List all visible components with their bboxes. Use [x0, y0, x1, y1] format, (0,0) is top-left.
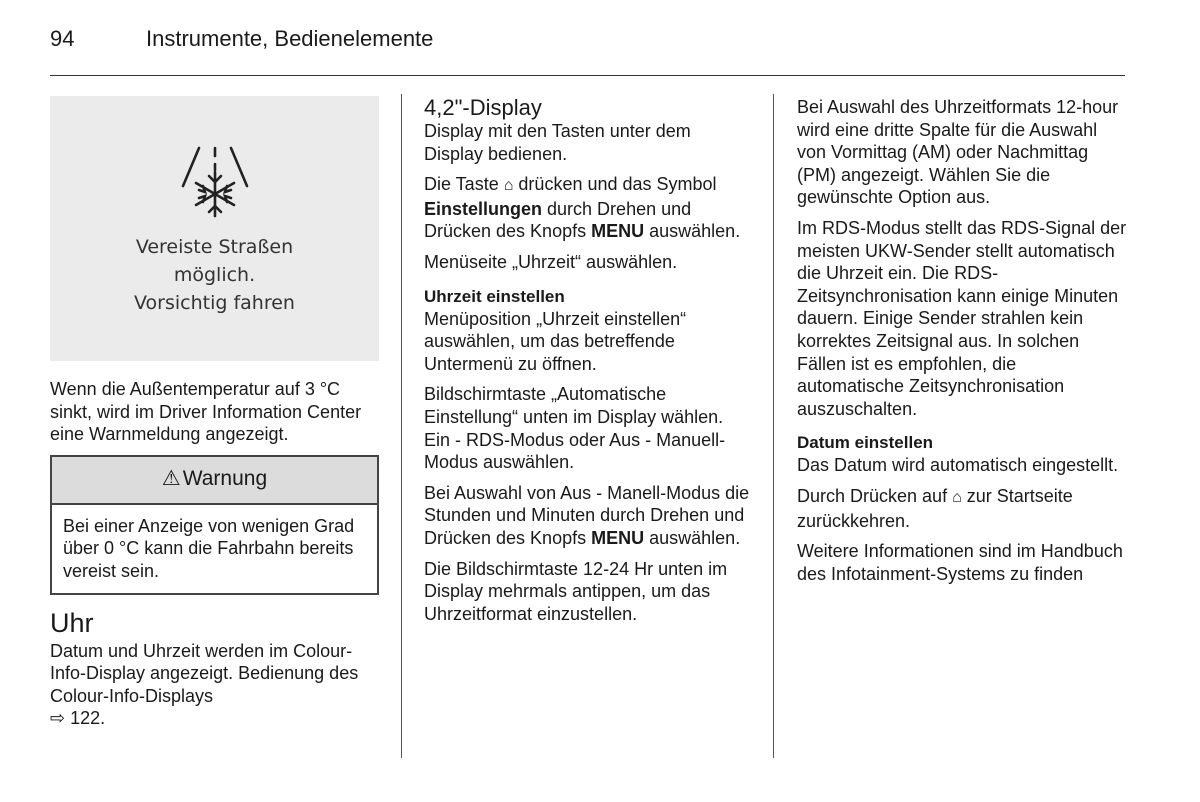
- warning-header: [52, 457, 377, 505]
- intro-paragraph: Wenn die Außentemperatur auf 3 °C sinkt, wird im Driver Information Center eine Warnmeldung angezeigt.: [50, 379, 362, 445]
- image-text-line: möglich.: [173, 264, 256, 286]
- column-middle: [424, 96, 754, 633]
- uhr-text: Datum und Uhrzeit werden im Colour-Info-Display angezeigt. Bedienung des Colour-Info-Displays: [50, 640, 359, 706]
- paragraph: Weitere Informationen sind im Handbuch des Infotainment-Systems zu finden: [797, 541, 1123, 584]
- warning-triangle-icon: ⚠: [161, 467, 181, 491]
- warning-title: Warnung: [182, 467, 268, 491]
- column-right: [797, 96, 1127, 593]
- column-divider: [401, 94, 402, 758]
- paragraph: Bei Auswahl von Aus - Manell-Modus die Stunden und Minuten durch Drehen und Drücken des Knopfs MENU auswählen.: [424, 482, 750, 548]
- header-rule: [50, 75, 1125, 76]
- page-title: Instrumente, Bedienelemente: [146, 26, 434, 51]
- warning-text: Bei einer Anzeige von wenigen Grad über 0 °C kann die Fahrbahn bereits vereist sein.: [63, 515, 355, 581]
- paragraph: Die Taste ⌂ drücken und das Symbol Einstellungen durch Drehen und Drücken des Knopfs MENU auswählen.: [424, 174, 741, 242]
- page-ref-number[interactable]: 122.: [70, 708, 106, 729]
- paragraph: Menüposition „Uhrzeit einstellen“ auswählen, um das betreffende Untermenü zu öffnen.: [424, 308, 687, 374]
- section-heading-display: 4,2"-Display: [424, 95, 542, 120]
- paragraph: Menüseite „Uhrzeit“ auswählen.: [424, 251, 678, 272]
- page-number: 94: [50, 26, 75, 51]
- uhr-paragraph: [50, 640, 380, 730]
- section-heading-uhr: Uhr: [50, 607, 94, 638]
- column-divider: [773, 94, 774, 758]
- warning-box: [50, 455, 379, 595]
- page-ref-arrow-icon: ⇨: [50, 708, 66, 729]
- paragraph: Im RDS-Modus stellt das RDS-Signal der meisten UKW-Sender stellt automatisch die Uhrzeit ein. Die RDS-Zeitsynchronisation kann einige Minuten dauern. Einige Sender strahlen kein korrektes Zeitsignal aus. In solchen Fällen ist es empfohlen, die automatische Zeitsynchronisation auszuschalten.: [797, 217, 1127, 419]
- paragraph: Das Datum wird automatisch eingestellt.: [797, 455, 1119, 476]
- paragraph: Display mit den Tasten unter dem Display bedienen.: [424, 121, 691, 164]
- ice-warning-display-image: [50, 96, 379, 361]
- paragraph: Die Bildschirmtaste 12-24 Hr unten im Display mehrmals antippen, um das Uhrzeitformat einzustellen.: [424, 558, 728, 624]
- snowflake-road-icon: [177, 146, 253, 224]
- home-icon: ⌂: [503, 177, 514, 195]
- image-text-line: Vorsichtig fahren: [134, 292, 295, 314]
- paragraph: Bildschirmtaste „Automatische Einstellung“ unten im Display wählen. Ein - RDS-Modus oder Aus - Manuell-Modus auswählen.: [424, 384, 726, 473]
- paragraph: Bei Auswahl des Uhrzeitformats 12-hour wird eine dritte Spalte für die Auswahl von Vormittag (AM) oder Nachmittag (PM) angezeigt. Wählen Sie die gewünschte Option aus.: [797, 97, 1119, 208]
- column-left: [50, 96, 380, 730]
- paragraph: Durch Drücken auf ⌂ zur Startseite zurückkehren.: [797, 485, 1073, 531]
- subheading-uhrzeit-einstellen: Uhrzeit einstellen: [424, 286, 565, 306]
- image-text-line: Vereiste Straßen: [135, 236, 294, 258]
- home-icon: ⌂: [952, 488, 962, 506]
- subheading-datum-einstellen: Datum einstellen: [797, 433, 934, 453]
